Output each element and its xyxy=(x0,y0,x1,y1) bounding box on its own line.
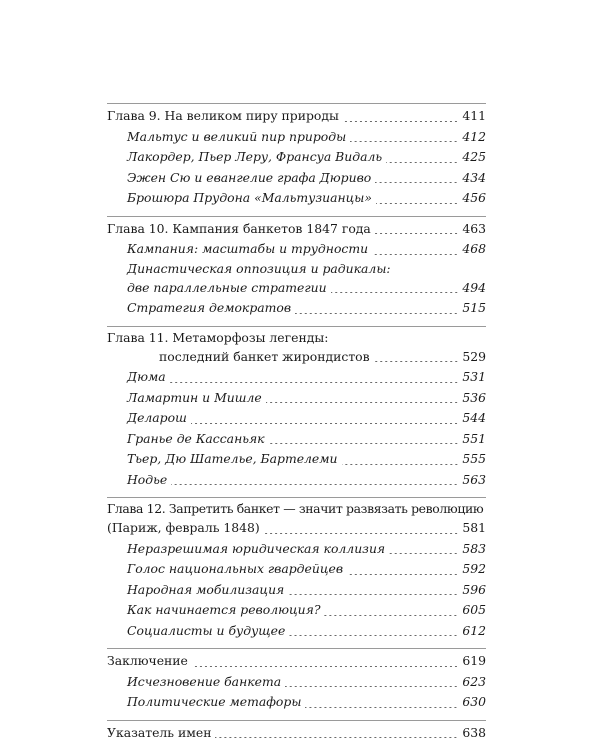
entry-page-number: 425 xyxy=(462,149,486,164)
entry-page-number: 412 xyxy=(462,128,486,144)
entry-page-number: 536 xyxy=(462,389,486,405)
dot-leader xyxy=(342,464,459,465)
toc-chapter-10 xyxy=(107,216,486,319)
entry-title: Социалисты и будущее xyxy=(127,622,286,638)
toc-entry-section[interactable] xyxy=(107,298,486,319)
dot-leader xyxy=(171,484,458,485)
entry-title: Деларош xyxy=(127,410,187,425)
entry-title-line-1: Династическая оппозиция и радикалы: xyxy=(127,260,391,276)
toc-entry-section[interactable] xyxy=(107,692,486,713)
toc-entry-section[interactable] xyxy=(107,147,486,168)
entry-page-number: 515 xyxy=(462,300,486,315)
toc-entry-section[interactable] xyxy=(107,188,486,209)
entry-title-line-2: последний банкет жирондистов xyxy=(159,348,370,364)
entry-title: Эжен Сю и евангелие графа Дюриво xyxy=(127,169,372,185)
dot-leader xyxy=(376,203,458,204)
dot-leader xyxy=(374,361,459,362)
entry-page-number: 612 xyxy=(462,622,486,638)
dot-leader xyxy=(289,635,458,636)
dot-leader xyxy=(389,553,458,554)
entry-title: Глава 10. Кампания банкетов 1847 года xyxy=(107,220,371,236)
entry-title: Нодье xyxy=(127,471,168,487)
dot-leader xyxy=(285,686,458,687)
entry-title: Заключение xyxy=(107,653,188,668)
entry-page-number: 468 xyxy=(462,241,486,256)
entry-page-number: 411 xyxy=(462,108,486,123)
dot-leader xyxy=(192,666,458,667)
toc-index xyxy=(107,720,486,744)
toc-entry-chapter[interactable] xyxy=(107,518,486,539)
entry-title: Гранье де Кассаньяк xyxy=(127,430,265,446)
entry-title-line-2: две параллельные стратегии xyxy=(127,279,327,295)
entry-title: Лакордер, Пьер Леру, Франсуа Видаль xyxy=(127,149,383,164)
entry-page-number: 544 xyxy=(462,410,486,425)
dot-leader xyxy=(386,162,458,163)
entry-page-number: 555 xyxy=(462,451,486,466)
toc-entry-section[interactable] xyxy=(107,168,486,189)
dot-leader xyxy=(305,707,458,708)
entry-page-number: 494 xyxy=(462,279,486,295)
entry-page-number: 592 xyxy=(462,561,486,576)
entry-page-number: 531 xyxy=(462,369,486,384)
toc-entry-section[interactable] xyxy=(107,470,486,491)
toc-entry-chapter[interactable] xyxy=(107,347,486,368)
toc-entry-section[interactable] xyxy=(107,600,486,621)
entry-title: Народная мобилизация xyxy=(127,581,285,597)
dot-leader xyxy=(350,141,458,142)
dot-leader xyxy=(331,292,459,293)
dot-leader xyxy=(288,594,458,595)
dot-leader xyxy=(170,382,459,383)
entry-title: Как начинается революция? xyxy=(127,602,321,617)
entry-title: Исчезновение банкета xyxy=(127,673,282,689)
toc-entry-section[interactable] xyxy=(107,580,486,601)
entry-title: Мальтус и великий пир природы xyxy=(127,128,347,144)
toc-conclusion xyxy=(107,648,486,713)
toc-entry-chapter[interactable] xyxy=(107,106,486,127)
entry-page-number: 434 xyxy=(462,169,486,185)
entry-title: Стратегия демократов xyxy=(127,300,292,315)
dot-leader xyxy=(215,737,458,738)
toc-chapter-12 xyxy=(107,497,486,641)
dot-leader xyxy=(295,313,458,314)
entry-title-line-1: Глава 12. Запретить банкет — значит развязать революцию xyxy=(107,501,484,516)
toc-entry-section[interactable] xyxy=(107,429,486,450)
toc-entry-section[interactable] xyxy=(107,239,486,260)
entry-title: Ламартин и Мишле xyxy=(127,389,262,405)
toc-entry-section[interactable] xyxy=(107,127,486,148)
entry-title: Брошюра Прудона «Мальтузианцы» xyxy=(127,190,372,205)
dot-leader xyxy=(266,402,459,403)
toc-entry-section[interactable] xyxy=(107,449,486,470)
toc-entry-section[interactable] xyxy=(107,621,486,642)
toc-entry-section[interactable] xyxy=(107,367,486,388)
entry-title: Тьер, Дю Шателье, Бартелеми xyxy=(127,451,338,466)
entry-page-number: 456 xyxy=(462,190,486,205)
toc-chapter-9 xyxy=(107,103,486,209)
entry-title-line-1: Глава 11. Метаморфозы легенды: xyxy=(107,329,329,345)
dot-leader xyxy=(375,182,458,183)
toc-entry-chapter[interactable] xyxy=(107,651,486,672)
toc-entry-section[interactable] xyxy=(107,559,486,580)
dot-leader xyxy=(324,615,458,616)
entry-page-number: 463 xyxy=(462,220,486,236)
dot-leader xyxy=(347,574,458,575)
entry-page-number: 596 xyxy=(462,581,486,597)
toc-entry-chapter[interactable] xyxy=(107,723,486,744)
entry-title: Политические метафоры xyxy=(127,694,302,709)
entry-title: Неразрешимая юридическая коллизия xyxy=(127,540,386,556)
dot-leader xyxy=(372,254,458,255)
entry-page-number: 581 xyxy=(462,520,486,535)
dot-leader xyxy=(269,443,459,444)
entry-page-number: 619 xyxy=(462,653,486,668)
entry-page-number: 529 xyxy=(462,348,486,364)
toc-entry-chapter[interactable] xyxy=(107,219,486,240)
entry-page-number: 630 xyxy=(462,694,486,709)
entry-title-line-2: (Париж, февраль 1848) xyxy=(107,520,260,535)
entry-page-number: 605 xyxy=(462,602,486,617)
toc-entry-section[interactable] xyxy=(107,408,486,429)
toc-entry-section[interactable] xyxy=(107,388,486,409)
table-of-contents xyxy=(107,103,486,750)
entry-title: Глава 9. На великом пиру природы xyxy=(107,108,339,123)
dot-leader xyxy=(264,533,459,534)
entry-title: Дюма xyxy=(127,369,166,384)
dot-leader xyxy=(191,423,459,424)
entry-page-number: 583 xyxy=(462,540,486,556)
entry-page-number: 551 xyxy=(462,430,486,446)
toc-chapter-11 xyxy=(107,326,486,491)
toc-entry-section[interactable] xyxy=(107,278,486,299)
entry-title: Голос национальных гвардейцев xyxy=(127,561,344,576)
entry-page-number: 563 xyxy=(462,471,486,487)
entry-title: Кампания: масштабы и трудности xyxy=(127,241,369,256)
entry-title: Указатель имен xyxy=(107,724,212,740)
entry-page-number: 623 xyxy=(462,673,486,689)
dot-leader xyxy=(343,121,458,122)
entry-page-number: 638 xyxy=(462,724,486,740)
toc-entry-section[interactable] xyxy=(107,672,486,693)
toc-entry-section[interactable] xyxy=(107,539,486,560)
dot-leader xyxy=(375,233,459,234)
